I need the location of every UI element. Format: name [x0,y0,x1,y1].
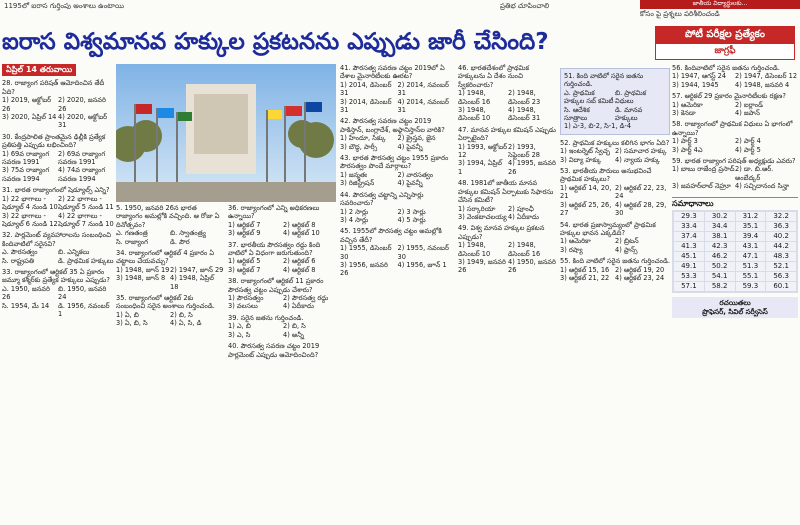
question-list [560,139,670,283]
answer-cell: 29.3 [674,212,704,221]
answer-cell: 39.4 [736,232,766,241]
question-text: 32. పార్లమెంట్ వ్యవహారాలను సంబంధించి కిందివాటిలో సరైనవి? [2,231,112,248]
question-item [2,268,114,318]
option-list [228,294,338,311]
column-3 [228,204,338,522]
option-list [2,248,114,265]
answer-cell: 52.1 [766,262,796,271]
option: 4) 1948, ఏప్రిల్ 18 [170,274,214,291]
option: 1) 2014, డిసెంబర్ 31 [340,80,392,98]
question-text: 54. భారత ప్రజాస్వామ్యంలో ప్రాథమిక హక్కుల భావన ఎక్కడిది? [560,220,656,237]
option-list [116,311,224,328]
option: 4) 2020, అక్టోబర్ 31 [58,113,108,130]
answer-cell: 38.1 [705,232,735,241]
question-item [228,241,338,275]
option: 2) 2014, నవంబర్ 31 [397,80,449,98]
answer-cell: 49.1 [674,262,704,271]
option: 1) సర్కారియా [458,204,496,213]
column-7 [672,64,798,522]
option: 1) పార్ట్ 3 [672,137,698,146]
option-list [228,257,338,274]
answer-cell: 55.1 [736,272,766,281]
top-strip [0,0,800,24]
answer-cell: 31.2 [736,212,766,221]
answer-cell: 50.2 [705,262,735,271]
option-list [458,143,558,177]
option: 1) ఆర్టికల్ 14, 20, 21 [560,183,612,201]
option: 3) 2014, డిసెంబర్ 31 [340,97,392,115]
option: 4) 74వ రాజ్యాంగ సవరణ 1994 [58,166,106,183]
top-snippet-right: కోసం పై ప్రశ్నలు పరిశీలించండి [640,10,720,18]
question-list [2,79,114,318]
option: 1) 2 సార్లు [340,207,369,216]
option: 4) ఏదీకాదు [283,302,314,311]
option: 2) బి, సి [170,310,193,319]
option: 3) పార్ట్ 4ఎ [672,145,703,154]
question-text: 41. పౌరసత్వ సవరణ చట్టం 2019లో ఏ దేశాల మైనారిటీలకు ఊరట? [340,64,445,81]
option: 3) 75వ రాజ్యాంగ సవరణ 1994 [2,166,50,183]
option: 4) 1948, డిసెంబర్ 31 [508,106,541,123]
option: 3) కెనడా [672,109,696,118]
option: 3) 1956, జనవరి 26 [340,260,388,278]
option: డి. పౌర [170,237,190,246]
option: సి. రాజ్యాంగ [116,237,148,246]
option: 3) 1994, ఏప్రిల్ 1 [458,159,502,176]
option: 2) డా. బి.ఆర్. అంబేద్కర్ [735,165,774,182]
option: 1) జన్మతః [340,170,367,179]
option: 4) ఆర్టికల్ 23, 24 [615,273,665,282]
option: 2) పౌరసత్వ రద్దు [283,294,329,303]
answer-cell: 42.3 [705,242,735,251]
answer-cell: 47.1 [736,252,766,261]
question-list [458,64,558,275]
option: 1) ఆమెరికా [672,100,703,109]
option: 3) ఏ, బి, సి [116,319,148,328]
author-credit [672,297,798,318]
question-item [458,126,558,176]
option: 2) 3 సార్లు [397,207,426,216]
question-item [340,191,455,225]
question-text: 44. పౌరసత్వ చట్టాన్ని ఎన్నిసార్లు సవరించారు? [340,190,424,208]
option: 4) ఫ్రాన్స్ [615,245,638,254]
column-1 [2,64,114,522]
option: 1) ఆర్టికల్ 7 [228,220,261,229]
option-list [560,184,670,218]
option: 2) ఆర్టికల్ 22, 23, 24 [615,183,667,201]
answer-cell: 54.1 [705,272,735,281]
answer-cell: 40.2 [766,232,796,241]
option: 3) విద్యా హక్కు [560,155,602,164]
option: 1) 1947, ఆగస్ట్ 24 [672,72,727,81]
question-text: 30. కేంద్రపాలిత ప్రాంతమైన ఢిల్లీకి ప్రత్యేక ప్రతిపత్తి ఎప్పుడు లభించింది? [2,132,106,150]
answer-cell: 60.1 [766,282,796,291]
option: బి. 1950, జనవరి 24 [58,284,107,302]
option: 2) బి, సి [283,322,306,331]
option: 3) 22 భాగాలు - షెడ్యూల్ 6 నుండి 12 [2,211,58,228]
question-text: 42. పౌరసత్వ సవరణ చట్టం 2019 పాకిస్తాన్, బంగ్లాదేశ్, అఫ్గానిస్తాన్‌ల వారికి? [340,117,445,134]
question-text: 45. 1955లో పౌరసత్వ చట్టం అమల్లోకి వచ్చిన తేదీ? [340,227,442,244]
option: డి. 1956, నవంబర్ 1 [58,301,110,318]
question-item [340,64,455,114]
option: బి. ఎన్నికలు [58,248,90,257]
question-item [2,133,114,183]
answer-cell: 45.1 [674,252,704,261]
option: 3) 1949, జనవరి 26 [458,257,506,275]
question-text: 49. విశ్వ మానవ హక్కుల ప్రకటన ఎప్పుడు? [458,224,545,241]
option: 2) ఐర్లాండ్ [735,100,763,109]
question-text: 38. రాజ్యాంగంలో ఆర్టికల్ 11 ప్రకారం పౌరసత్వ చట్టం ఎప్పుడు చేశారు? [228,277,324,294]
question-item [458,179,558,221]
question-item [340,117,455,151]
option-list [560,147,670,164]
option: 4) ఏదీకాదు [508,212,539,221]
option: 2) క్రైస్తవ, జైన [397,134,436,143]
question-text: 43. భారత పౌరసత్వ చట్టం 1955 ప్రకారం పౌరసత్వం పొందే మార్గాలు? [340,154,449,171]
question-text: 28. రాజ్యాంగ పరిషత్ ఆమోదించిన తేదీ ఏది? [2,79,105,96]
question-item [116,294,224,328]
option: ఎ. ప్రాథమిక హక్కుల సబ్ కమిటీ [564,88,614,106]
answer-cell: 35.1 [736,222,766,231]
option: 1) ఎ, బి [228,322,251,331]
top-snippet-left: 1195లో ఐరాస గుర్తింపు అంశాలు ఉంటాయి [4,2,124,10]
option: 4) అన్నీ [283,330,305,339]
answers-title: సమాధానాలు [672,198,714,208]
option: 4) 5 సార్లు [397,215,426,224]
question-text: 59. భారత రాజ్యాంగ పరిషత్ అధ్యక్షుడు ఎవరు? [672,157,796,166]
option: 3) 4 సార్లు [340,215,369,224]
page-headline: ఐరాస విశ్వమానవ హక్కుల ప్రకటనను ఎప్పుడు జారీ చేసింది? [2,29,549,55]
option: 2) సమాచార హక్కు [615,147,667,156]
option: 3) ఆర్టికల్ 9 [228,229,261,238]
match-answer: 1) ఎ-3, బి-2, సి-1, డి-4 [564,122,632,131]
badge-title: పోటీ పరీక్షల ప్రత్యేకం [655,26,795,43]
option: ఎ. 1950, జనవరి 26 [2,284,50,302]
photo-panel [116,64,336,202]
option-list [340,171,455,188]
question-text: 56. కిందివాటిలో సరైన జతను గుర్తించండి. [672,64,780,72]
answer-cell: 32.2 [766,212,796,221]
option: 3) 1944, 1945 [672,80,719,89]
option: 2) 1947, జూన్ 29 [170,265,224,274]
option: డి. మానవ హక్కులు [615,105,643,123]
option: 4) ఆర్టికల్ 10 [283,229,320,238]
question-item [228,342,338,359]
answer-cell: 46.2 [705,252,735,261]
question-text: 58. రాజ్యాంగంలో ప్రాథమిక విధులు ఏ భాగంలో ఉన్నాయి? [672,120,793,137]
option: 2) పూంఛీ [508,204,534,213]
top-banner: జాతీయ విద్యార్థులకు... [640,0,800,9]
option: 3) వలసలు [228,302,258,311]
question-text: 47. మానవ హక్కుల కమిషన్ ఎప్పుడు ఏర్పాటైంది? [458,125,556,143]
option: 1) 1955, డిసెంబర్ 30 [340,244,392,261]
question-text: 36. రాజ్యాంగంలో ఎన్ని అధికరణలు ఉన్నాయి? [228,204,320,221]
option: బి. ప్రాథమిక విధులు [615,88,647,106]
option-list [458,205,558,222]
top-snippet-middle: ప్రతిభ చూపించాలి [500,2,550,10]
option: 4) న్యాయ హక్కు [615,155,660,164]
option: 4) 22 భాగాలు - షెడ్యూల్ 7 నుండి 10 [58,211,114,228]
option: 1) 22 భాగాలు - షెడ్యూల్ 4 నుండి 10 [2,194,58,212]
option: 3) ఎ, సి [228,330,251,339]
question-text: 57. ఆర్టికల్ 29 ప్రకారం మైనారిటీలకు రక్షణ? [672,92,786,101]
option-list [340,208,455,225]
question-text: 31. భారత రాజ్యాంగంలో షెడ్యూల్స్ ఎన్ని? [2,186,110,195]
option-list [672,72,798,89]
column-4 [340,64,455,522]
answer-cell: 56.3 [766,272,796,281]
option: డి. ప్రాథమిక హక్కులు [58,256,114,265]
question-text: 46. భారతదేశంలో ప్రాథమిక హక్కులను ఏ దేశం నుంచి స్వీకరించారు? [458,64,530,89]
option-list [2,195,114,229]
option: 1) 69వ రాజ్యాంగ సవరణ 1991 [2,149,50,167]
option-list [458,89,558,123]
option: బి. స్వాతంత్ర్య [170,229,206,238]
option-list [2,96,114,130]
credit-role: ప్రొఫెసర్, సివిల్ సర్వీసెస్ [702,307,768,316]
answer-cell: 36.3 [766,222,796,231]
question-item [2,231,114,265]
badge-subject: జాగ్రఫీ [655,43,795,60]
option: 3) ఆర్టికల్ 7 [228,265,261,274]
answer-cell: 37.4 [674,232,704,241]
question-item [228,204,338,238]
question-text: 35. రాజ్యాంగంలో ఆర్టికల్ 2కు సంబంధించి సరైన అంశాలు గుర్తించండి. [116,294,215,311]
question-item [672,92,798,117]
option-list [340,244,455,278]
question-item [2,79,114,129]
answer-cell: 44.2 [766,242,796,251]
option-list [672,165,798,190]
answer-cell: 34.4 [705,222,735,231]
option: 3) ఆర్టికల్ 25, 26, 27 [560,200,612,218]
option-list [228,221,338,238]
option-list [560,237,670,254]
question-item [560,221,670,255]
option: 4) జపాన్ [735,109,760,118]
question-item [228,314,338,339]
option: సి. ఆదేశిక సూత్రాలు [564,105,590,123]
answer-cell: 48.3 [766,252,796,261]
option: 4) 1950, జనవరి 26 [508,257,556,275]
answer-cell: 33.4 [674,222,704,231]
answer-cell: 53.3 [674,272,704,281]
option: 1) ఏ, బి [116,310,139,319]
option: 4) 2014, నవంబర్ 31 [397,97,449,115]
option-list [340,81,455,115]
question-list [340,64,455,278]
option: 1) పౌరసత్వం [228,294,264,303]
option: 4) ఆర్టికల్ 28, 29, 30 [615,200,667,218]
option: 2) 1993, సెప్టెంబర్ 28 [508,142,541,160]
question-item [340,154,455,188]
option: 4) ఏ, సి, డి [170,319,202,328]
option-list [340,134,455,151]
option: 4) పైవన్నీ [397,142,423,151]
question-text: 40. పౌరసత్వ సవరణ చట్టం 2019 పార్లమెంట్ ఎప్పుడు ఆమోదించింది? [228,342,320,359]
option: 2) వారసత్వం [397,170,434,179]
option: 4) 1948, జనవరి 4 [735,80,790,89]
question-text: 37. భారతీయ పౌరసత్వం రద్దు కింది వాటిలో ఏ విధంగా జరుగుతుంది? [228,240,321,258]
option: 1) 1948, డిసెంబర్ 10 [458,241,491,258]
option: 3) రష్యా [560,245,583,254]
option: 2) 22 భాగాలు - షెడ్యూల్ 5 నుండి 11 [58,194,114,212]
option: 4) ఆర్టికల్ 8 [283,265,316,274]
option: 3) వెంకటాచలయ్య [458,212,507,221]
option: 3) ఆర్టికల్ 21, 22 [560,273,610,282]
option: 2) 1948, డిసెంబర్ 16 [508,241,541,258]
option-list [228,322,338,339]
option: 1) 1948, జూన్ 19 [116,265,170,274]
question-text: 53. భారతీయ పౌరులు అనుభవించే ప్రాథమిక హక్కులు? [560,167,652,184]
answer-cell: 41.3 [674,242,704,251]
question-item [228,277,338,311]
option: 4) 1995, జనవరి 26 [508,159,556,176]
option: 2) 69వ రాజ్యాంగ సవరణ 1991 [58,149,106,167]
option: 1) ఆర్టికల్ 15, 16 [560,265,610,274]
question-item [560,139,670,164]
un-flags-photo [116,64,336,202]
question-item [458,224,558,274]
option-list [2,150,114,184]
option-list [672,137,798,154]
option-list [560,266,670,283]
credit-title: రచయితలు [719,299,751,308]
question-text: 55. కింది వాటిలో సరైన జతను గుర్తించండి. [560,257,670,266]
question-list [228,204,338,359]
option: 3) రిజిస్ట్రేషన్ [340,179,375,188]
option: 2) 1947, డిసెంబర్ 12 [735,72,798,81]
question-item [2,186,114,228]
option: 1) ఇంటర్నెట్ స్వేచ్ఛ [560,147,611,156]
question-item [672,64,798,89]
option-list [672,101,798,118]
option: 4) 1956, జూన్ 1 [397,260,447,269]
option: 2) పార్ట్ 4 [735,137,761,146]
answer-cell: 51.3 [736,262,766,271]
option: 2) ఆర్టికల్ 19, 20 [615,265,665,274]
question-item [116,204,224,246]
question-item [560,167,670,217]
option: 3) జవహర్‌లాల్ నెహ్రూ [672,182,731,191]
column-6 [560,64,670,522]
option: 1) 1948, డిసెంబర్ 16 [458,89,491,106]
option: 2) బ్రిటన్ [615,237,639,246]
option: 4) సచ్చిదానంద సిన్హా [735,182,790,191]
option: 1) 2019, అక్టోబర్ 26 [2,96,52,113]
option: 2) ఆర్టికల్ 6 [283,257,316,266]
option: 1) బాబు రాజేంద్ర ప్రసాద్ [672,165,735,174]
option-list [116,266,224,291]
option: సి. 1954, మే 14 [2,301,50,310]
option: ఎ. గణతంత్ర [116,229,148,238]
answer-cell: 59.3 [736,282,766,291]
question-list [672,64,798,191]
answer-cell: 57.1 [674,282,704,291]
column-2 [116,204,224,522]
option: 2) 1955, నవంబర్ 30 [397,244,449,261]
option: 3) బౌద్ధ, పార్సీ [340,142,378,151]
question-item [672,120,798,154]
question-text: 5. 1950, జనవరి 26న భారత రాజ్యాంగం అమల్లోకి వచ్చింది. ఆ రోజు ఏ దినోత్సవం? [116,204,220,229]
question-text: 34. రాజ్యాంగంలో ఆర్టికల్ 4 ప్రకారం ఏ చట్టాలు చేయవచ్చు? [116,249,215,266]
answer-cell: 30.2 [705,212,735,221]
option: 1) ఆమెరికా [560,237,591,246]
section-badge [655,26,795,60]
option: 3) 1948, జూన్ 8 [116,274,166,283]
question-text: 48. 1981లో జాతీయ మానవ హక్కుల కమిషన్ ఏర్పాటుకు సిఫారసు చేసిన కమిటీ? [458,179,554,205]
answers-grid [672,210,798,293]
question-item [116,249,224,291]
option: 2) 1948, డిసెంబర్ 23 [508,89,541,106]
column-5 [458,64,558,522]
option-list [116,229,224,246]
option: 3) 1948, డిసెంబర్ 10 [458,106,491,123]
option: సి. రాష్ట్రపతి [2,256,35,265]
question-text: 33. రాజ్యాంగంలో ఆర్టికల్ 35 ఏ ప్రకారం జమ్మూ కశ్మీర్‌కు ప్రత్యేక హక్కులు ఎప్పుడు? [2,267,110,285]
option-list [564,89,666,123]
answers-box [672,197,798,318]
continuation-tag: ఏప్రిల్ 14 తరువాయి [2,64,76,76]
question-item [340,227,455,277]
option: 1) ఆర్టికల్ 5 [228,257,261,266]
question-text: 51. కింది వాటిలో సరైన జతను గుర్తించండి. [564,72,644,89]
option: 2) ఆర్టికల్ 8 [283,220,316,229]
option: ఎ. పౌరసత్వం [2,248,38,257]
question-item [560,257,670,282]
question-list [116,204,224,328]
answer-cell: 43.1 [736,242,766,251]
question-item [458,64,558,123]
option-list [458,241,558,275]
option: 4) పార్ట్ 5 [735,145,761,154]
option: 3) 2020, ఏప్రిల్ 14 [2,113,57,122]
question-item [672,157,798,191]
option: 1) 1993, అక్టోబర్ 12 [458,142,508,160]
option: 4) పైవన్నీ [397,179,423,188]
option-list [2,285,114,319]
question-text: 52. ప్రాథమిక హక్కులు కలిగిన భాగం ఏది? [560,138,670,147]
question-text: 39. సరైన జతను గుర్తించండి. [228,313,304,322]
highlighted-question [560,68,670,135]
option: 2) 2020, జనవరి 26 [58,96,106,113]
option: 1) హిందూ, సిక్కు [340,134,386,143]
answer-cell: 58.2 [705,282,735,291]
